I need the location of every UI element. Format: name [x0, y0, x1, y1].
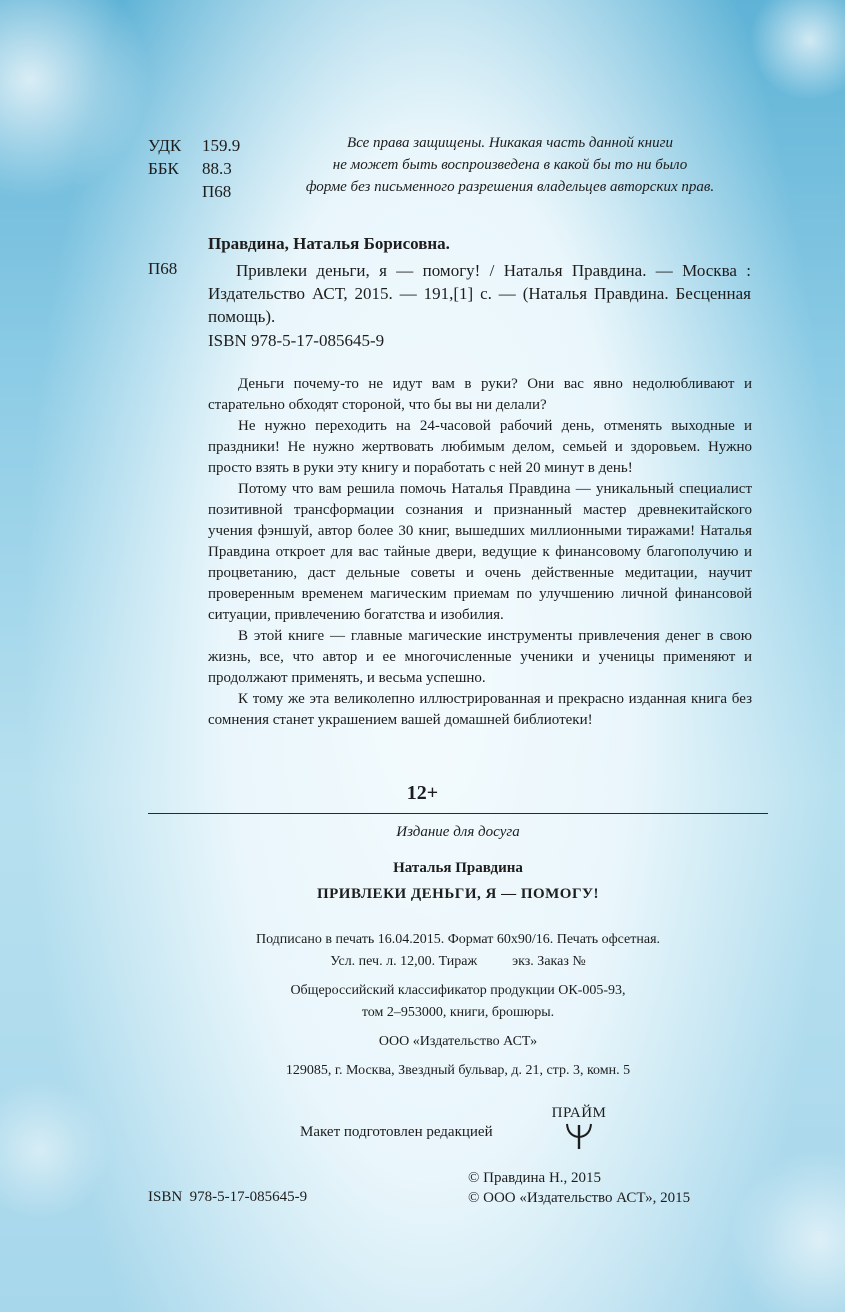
copyright-line: © ООО «Издательство АСТ», 2015	[468, 1190, 691, 1206]
annotation	[208, 374, 752, 731]
prime-logo	[546, 1105, 612, 1155]
copyright-line: © Правдина Н., 2015	[468, 1170, 602, 1186]
classifier-line: Общероссийский классификатор продукции ОК-005-93,	[290, 983, 626, 998]
publisher-address: 129085, г. Москва, Звездный бульвар, д. 21, стр. 3, комн. 5	[285, 1063, 631, 1078]
bbk-value: 88.3	[202, 159, 232, 178]
classifier-line: том 2–953000, книги, брошюры.	[361, 1005, 555, 1020]
classification-block	[148, 134, 240, 203]
catalog-description: Привлеки деньги, я — помогу! / Наталья Правдина. — Москва : Издательство АСТ, 2015. — 191,[1] с. — (Наталья Правдина. Бесценная помощь).	[208, 261, 751, 326]
book-title: ПРИВЛЕКИ ДЕНЬГИ, Я — ПОМОГУ!	[316, 886, 600, 902]
annotation-paragraph: Не нужно переходить на 24-часовой рабочий день, отменять выходные и праздники! Не нужно жертвовать любимым делом, семьей и здоровьем. Нужно просто взять в руки эту книгу и поработать с ней 20 минут в день!	[208, 418, 752, 476]
author-code: П68	[202, 182, 232, 201]
udk-value: 159.9	[202, 136, 241, 155]
rights-line: не может быть воспроизведена в какой бы то ни было	[332, 157, 688, 173]
annotation-paragraph: Деньги почему-то не идут вам в руки? Они вас явно недолюбливают и старательно обходят стороной, что бы вы ни делали?	[208, 376, 752, 413]
divider	[148, 813, 768, 814]
catalog-code: П68	[148, 259, 178, 278]
annotation-paragraph: В этой книге — главные магические инструменты привлечения денег в свою жизнь, все, что автор и ее многочисленные ученики и ученицы применяют и продолжают применять, и весьма успешно.	[208, 628, 752, 686]
sheets-info: Усл. печ. л. 12,00. Тираж экз. Заказ №	[330, 954, 586, 969]
isbn-bottom: ISBN 978-5-17-085645-9	[148, 1189, 308, 1205]
catalog-isbn: ISBN 978-5-17-085645-9	[208, 331, 385, 350]
logo-text: ПРАЙМ	[551, 1105, 607, 1121]
imprint-block	[148, 930, 768, 1083]
rights-line: Все права защищены. Никакая часть данной книги	[347, 135, 673, 151]
rights-notice	[250, 132, 770, 198]
edition-type: Издание для досуга	[396, 824, 520, 840]
udk-label: УДК	[148, 136, 182, 155]
bbk-label: ББК	[148, 159, 179, 178]
prepared-by: Макет подготовлен редакцией	[300, 1124, 493, 1140]
catalog-author-heading: Правдина, Наталья Борисовна.	[208, 234, 450, 253]
annotation-paragraph: К тому же эта великолепно иллюстрированная и прекрасно изданная книга без сомнения станет украшением вашей домашней библиотеки!	[208, 691, 752, 728]
copyright-block	[468, 1168, 690, 1208]
book-author: Наталья Правдина	[393, 860, 523, 876]
print-info: Подписано в печать 16.04.2015. Формат 60x90/16. Печать офсетная.	[255, 932, 661, 947]
annotation-paragraph: Потому что вам решила помочь Наталья Правдина — уникальный специалист позитивной трансформации сознания и признанный мастер древнекитайского учения фэншуй, автор более 30 книг, вышедших миллионными тиражами! Наталья Правдина откроет для вас тайные двери, ведущие к финансовому благополучию и процветанию, даст дельные советы и очень действенные медитации, научит проверенным временем магическим приемам по улучшению личной финансовой ситуации, привлечению богатства и изобилия.	[208, 481, 752, 623]
publisher-name: ООО «Издательство АСТ»	[378, 1034, 538, 1049]
age-rating: 12+	[406, 782, 439, 804]
psi-icon	[564, 1122, 594, 1150]
rights-line: форме без письменного разрешения владельцев авторских прав.	[305, 179, 715, 195]
